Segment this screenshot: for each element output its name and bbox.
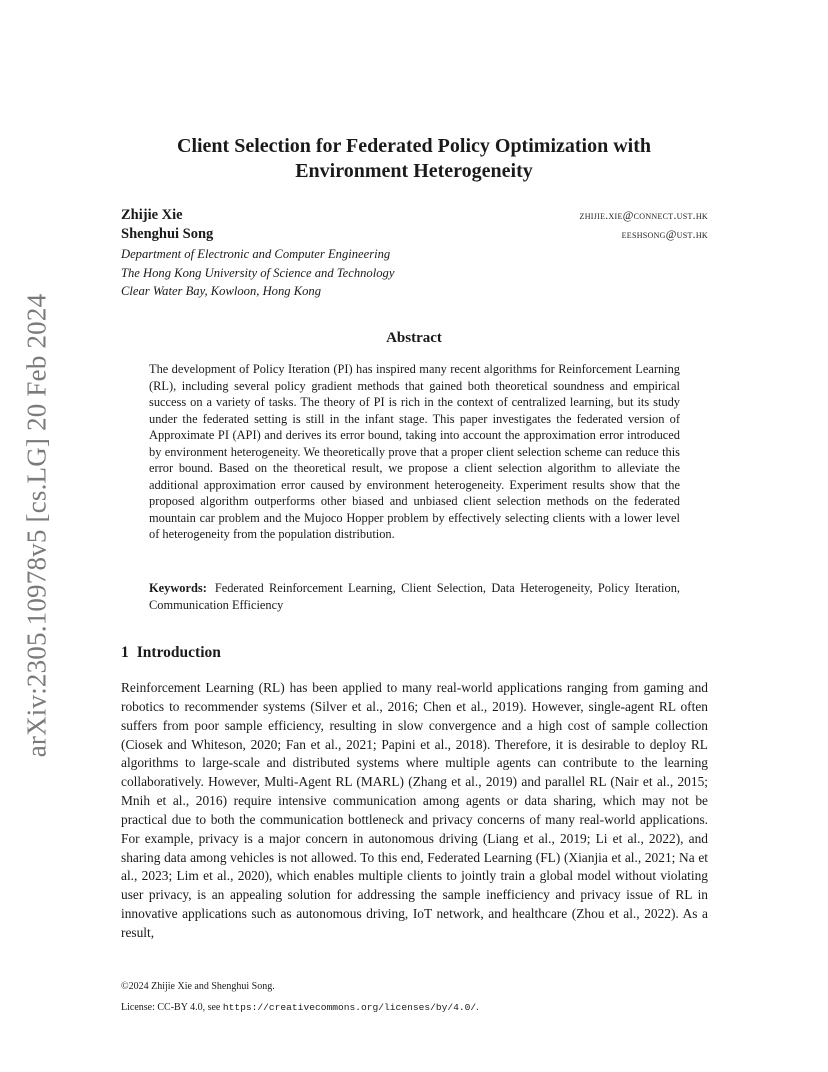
license-footnote (121, 1001, 708, 1015)
affiliation-line: Clear Water Bay, Kowloon, Hong Kong (121, 284, 321, 299)
author-name: Shenghui Song (121, 226, 214, 242)
keywords-block (149, 580, 680, 613)
copyright-footnote: ©2024 Zhijie Xie and Shenghui Song. (121, 981, 275, 992)
abstract-heading: Abstract (386, 330, 442, 346)
affiliation-line: Department of Electronic and Computer Engineering (121, 247, 391, 261)
paper-title: Client Selection for Federated Policy Optimization with Environment Heterogeneity (177, 135, 651, 182)
section-title: Introduction (136, 644, 221, 661)
affiliation-line: The Hong Kong University of Science and Technology (121, 265, 395, 280)
arxiv-identifier-stamp (20, 290, 54, 760)
introduction-paragraph: Reinforcement Learning (RL) has been applied to many real-world applications ranging from gaming and robotics to recommender systems (Silver et al., 2016; Chen et al., 2019). However, single-agent RL often suffers from poor sample efficiency, resulting in slow convergence and a high cost of sample collection (Ciosek and Whiteson, 2020; Fan et al., 2021; Papini et al., 2018). Therefore, it is desirable to deploy RL algorithms to large-scale and distributed systems where multiple agents can contribute to the learning collaboratively. However, Multi-Agent RL (MARL) (Zhang et al., 2019) and parallel RL (Nair et al., 2015; Mnih et al., 2016) require intensive communication among agents or data sharing, which may not be practical due to both the communication bottleneck and privacy concerns of many real-world applications. For example, privacy is a major concern in autonomous driving (Liang et al., 2019; Li et al., 2022), and sharing data among vehicles is not allowed. To this end, Federated Learning (FL) (Xianjia et al., 2021; Na et al., 2023; Lim et al., 2020), which enables multiple clients to jointly train a global model without violating user privacy, is an appealing solution for addressing the sample inefficiency and privacy issue of RL in innovative applications such as autonomous driving, IoT network, and healthcare (Zhou et al., 2022). As a result, (121, 680, 708, 940)
author-email: zhijie.xie@connect.ust.hk (579, 210, 708, 222)
author-block (121, 207, 708, 301)
license-suffix: . (476, 1002, 479, 1013)
license-prefix: License: CC-BY 4.0, see (121, 1002, 223, 1013)
author-email: eeshsong@ust.hk (621, 229, 708, 241)
author-name: Zhijie Xie (121, 207, 183, 223)
license-link[interactable]: https://creativecommons.org/licenses/by/4.0/ (222, 1002, 477, 1013)
author-row (121, 226, 708, 245)
section-number: 1 (121, 644, 129, 661)
author-row (121, 207, 708, 226)
abstract-body: The development of Policy Iteration (PI) has inspired many recent algorithms for Reinforcement Learning (RL), including several policy gradient methods that gained both theoretical soundness and empirical success on a variety of tasks. The theory of PI is rich in the context of centralized learning, but its study under the federated setting is still in the infant stage. This paper investigates the federated version of Approximate PI (API) and derives its error bound, taking into account the approximation error introduced by environment heterogeneity. We theoretically prove that a proper client selection scheme can reduce this error bound. Based on the theoretical result, we propose a client selection algorithm to alleviate the additional approximation error caused by environment heterogeneity. Experiment results show that the proposed algorithm outperforms other biased and unbiased client selection methods on the federated mountain car problem and the Mujoco Hopper problem by effectively selecting clients with a lower level of heterogeneity from the population distribution. (149, 362, 680, 542)
keywords-text: Federated Reinforcement Learning, Client Selection, Data Heterogeneity, Policy Iteration, Communication Efficiency (149, 581, 680, 612)
section-heading (121, 644, 221, 662)
arxiv-identifier-text: arXiv:2305.10978v5 [cs.LG] 20 Feb 2024 (21, 293, 52, 757)
keywords-label: Keywords: (149, 581, 207, 595)
